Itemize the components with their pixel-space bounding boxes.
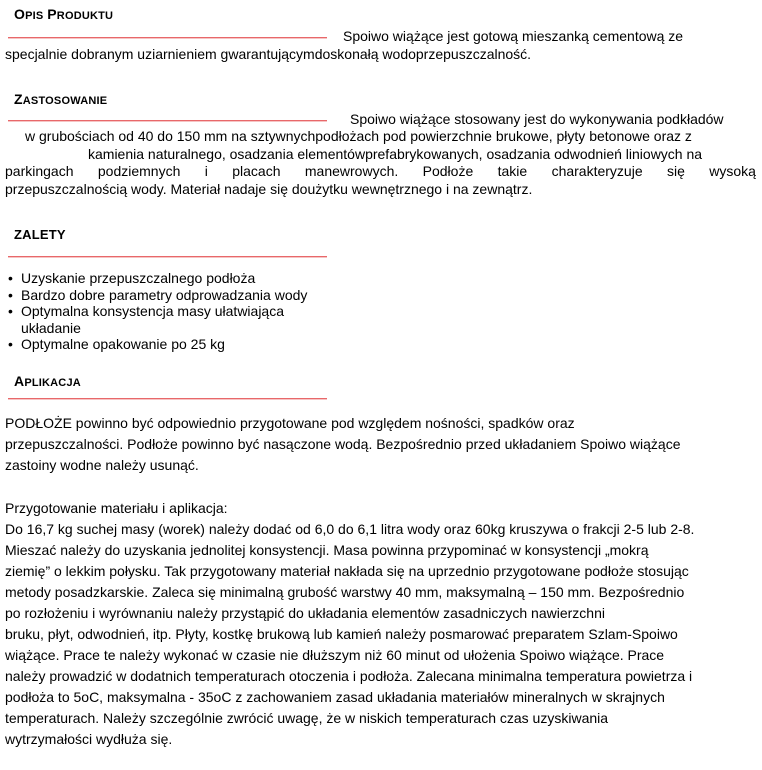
heading-underline [8, 398, 327, 399]
heading-initial: A [14, 373, 25, 389]
heading-initial: O [14, 6, 26, 22]
text-line: metody posadzkarskie. Zaleca się minimalną grubość warstwy 40 mm, maksymalną – 150 mm. Bezpośrednio [5, 584, 685, 600]
heading-underline [8, 37, 327, 38]
zastosowanie-text-line-5: przepuszczalnością wody. Materiał nadaje się doużytku wewnętrznego i na zewnątrz. [5, 181, 533, 197]
text-line: Mieszać należy do uzyskania jednolitej konsystencji. Masa powinna przypominać w konsystencji „mokrą [5, 542, 649, 558]
heading-rest: ASTOSOWANIE [22, 95, 108, 107]
list-item [6, 336, 307, 353]
heading-rest: RODUKTU [56, 10, 114, 22]
word: parkingach [5, 163, 74, 179]
text-line: wiążące. Prace te należy wykonać w czasie nie dłuższym niż 60 minut od ułożenia Spoiwo wiążące. Prace [5, 647, 665, 663]
bullet-icon: • [8, 270, 13, 286]
text-line: po rozłożeniu i wyrównaniu należy przystąpić do układania elementów zasadniczych nawierzchni [5, 605, 605, 621]
word: się [666, 163, 685, 179]
word: Podłoże [422, 163, 474, 179]
zastosowanie-text-line-3: kamienia naturalnego, osadzania elementówprefabrykowanych, osadzania odwodnień liniowych na [88, 146, 703, 162]
heading-zastosowanie [14, 91, 107, 107]
list-item-text: Uzyskanie przepuszczalnego podłoża [21, 270, 256, 286]
zastosowanie-text-line-4 [5, 163, 756, 179]
list-item-text: Optymalne opakowanie po 25 kg [21, 336, 225, 352]
heading-aplikacja [14, 373, 81, 389]
word: charakteryzuje [551, 163, 643, 179]
word: i [204, 163, 208, 179]
text-line: PODŁOŻE powinno być odpowiednio przygotowane pod względem nośności, spadków oraz [5, 415, 575, 431]
text-line: ziemię” o lekkim połysku. Tak przygotowany materiał nakłada się na uprzednio przygotowane podłoże stosując [5, 563, 689, 579]
heading-rest: PLIKACJA [24, 377, 81, 389]
heading-zalety: ZALETY [14, 227, 66, 242]
bullet-icon: • [8, 336, 13, 352]
text-line: podłoża to 5oC, maksymalna - 35oC z zachowaniem zasad układania materiałów mineralnych w skrajnych [5, 689, 665, 705]
list-item [6, 270, 307, 287]
heading-initial: P [47, 6, 57, 22]
text-line: bruku, płyt, odwodnień, itp. Płyty, kostkę brukową lub kamień należy posmarować preparatem Szlam-Spoiwo [5, 626, 678, 642]
text-line: należy prowadzić w dodatnich temperaturach otoczenia i podłoża. Zalecana minimalna temperatura powietrza i [5, 668, 693, 684]
zastosowanie-text-line-2: w grubościach od 40 do 150 mm na sztywnychpodłożach pod powierzchnie brukowe, płyty betonowe oraz z [25, 128, 692, 144]
word: manewrowych. [304, 163, 399, 179]
list-item-text: Bardzo dobre parametry odprowadzania wody [21, 286, 308, 303]
list-item-text-continued: układanie [21, 319, 81, 336]
heading-opis-produktu [14, 6, 113, 22]
list-item-text: Optymalna konsystencja masy ułatwiająca [21, 303, 285, 319]
aplikacja-paragraph-2 [5, 498, 694, 750]
text-line: wytrzymałości wydłuża się. [5, 731, 173, 747]
word: placach [232, 163, 281, 179]
zastosowanie-text-line-1: Spoiwo wiążące stosowany jest do wykonywania podkładów [350, 111, 724, 127]
heading-initial: Z [14, 91, 23, 107]
bullet-icon: • [8, 286, 13, 303]
text-line: przepuszczalności. Podłoże powinno być nasączone wodą. Bezpośrednio przed układaniem Spoiwo wiążące [5, 436, 681, 452]
heading-underline [8, 120, 327, 121]
list-item [6, 287, 307, 304]
opis-text-line-1: Spoiwo wiążące jest gotową mieszanką cementową ze [343, 28, 684, 44]
heading-underline [8, 256, 327, 257]
zalety-list [6, 270, 307, 353]
word: podziemnych [97, 163, 181, 179]
word: wysoką [709, 163, 756, 179]
opis-text-line-2: specjalnie dobranym uziarnieniem gwarantującymdoskonałą wodoprzepuszczalność. [5, 46, 532, 62]
text-line: temperaturach. Należy szczególnie zwrócić uwagę, że w niskich temperaturach czas uzyskiwania [5, 710, 609, 726]
text-line: Przygotowanie materiału i aplikacja: [5, 500, 228, 516]
text-line: zastoiny wodne należy usunąć. [5, 457, 199, 473]
aplikacja-paragraph-1 [5, 413, 681, 476]
bullet-icon: • [8, 303, 13, 319]
text-line: Do 16,7 kg suchej masy (worek) należy dodać od 6,0 do 6,1 litra wody oraz 60kg kruszywa o frakcji 2-5 lub 2-8. [5, 521, 695, 537]
list-item [6, 303, 307, 336]
word: takie [497, 163, 528, 179]
heading-rest: PIS [25, 10, 44, 22]
